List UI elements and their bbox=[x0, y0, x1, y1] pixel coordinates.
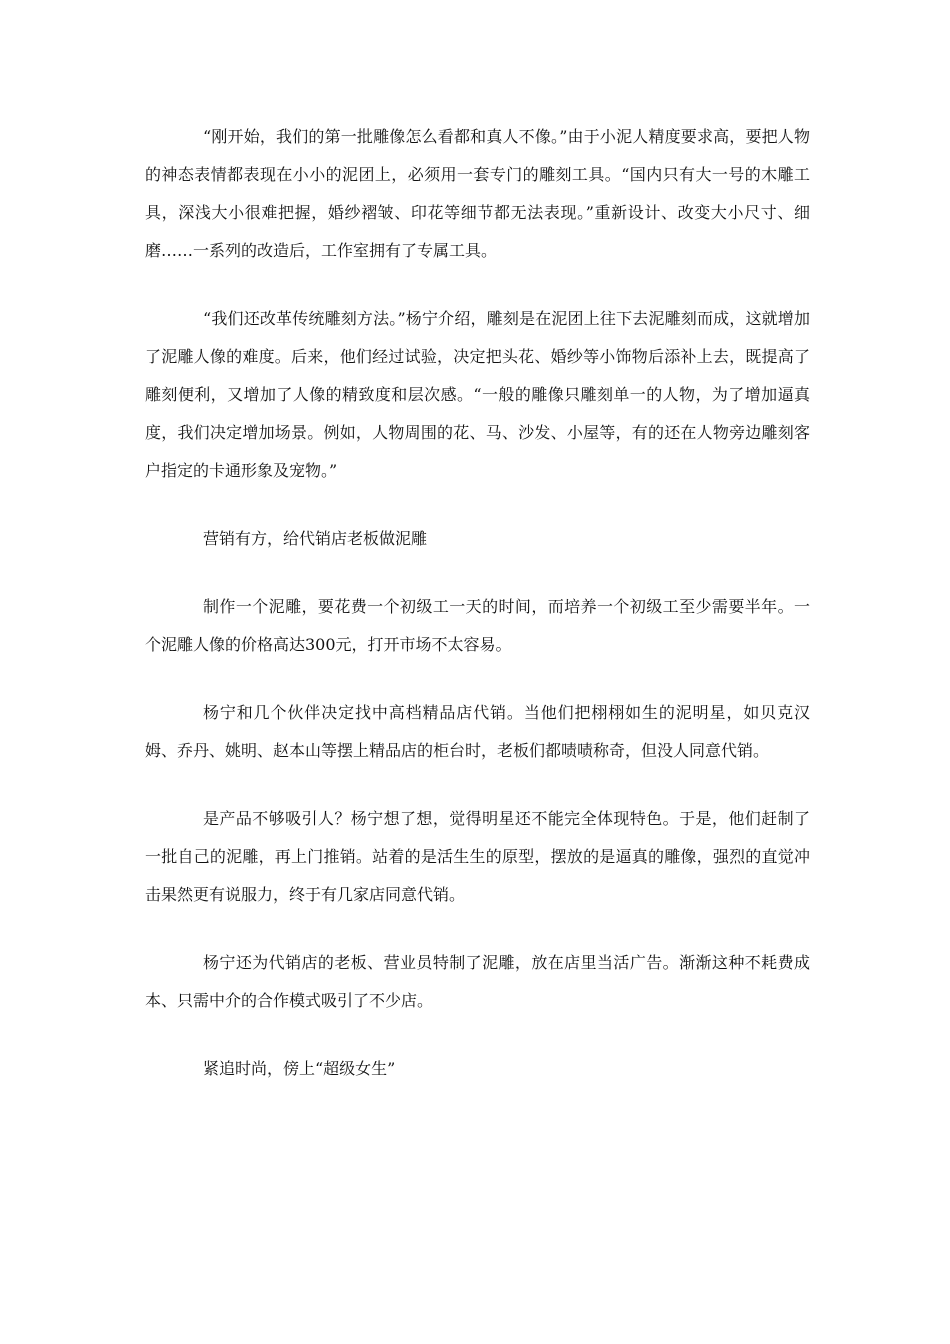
paragraph-cost: 制作一个泥雕，要花费一个初级工一天的时间，而培养一个初级工至少需要半年。一个泥雕人像的价格高达300元，打开市场不太容易。 bbox=[145, 597, 810, 654]
paragraph-advertising: 杨宁还为代销店的老板、营业员特制了泥雕，放在店里当活广告。渐渐这种不耗费成本、只需中介的合作模式吸引了不少店。 bbox=[145, 953, 810, 1010]
article-body bbox=[145, 118, 810, 1118]
paragraph-carving-method: “我们还改革传统雕刻方法。”杨宁介绍，雕刻是在泥团上往下去泥雕刻而成，这就增加了泥雕人像的难度。后来，他们经过试验，决定把头花、婚纱等小饰物后添补上去，既提高了雕刻便利，又增加了人像的精致度和层次感。“一般的雕像只雕刻单一的人物，为了增加逼真度，我们决定增加场景。例如，人物周围的花、马、沙发、小屋等，有的还在人物旁边雕刻客户指定的卡通形象及宠物。” bbox=[145, 309, 810, 480]
section-heading-marketing: 营销有方，给代销店老板做泥雕 bbox=[203, 529, 428, 548]
paragraph-consignment: 杨宁和几个伙伴决定找中高档精品店代销。当他们把栩栩如生的泥明星，如贝克汉姆、乔丹、姚明、赵本山等摆上精品店的柜台时，老板们都啧啧称奇，但没人同意代销。 bbox=[145, 703, 810, 760]
section-heading-fashion: 紧追时尚，傍上“超级女生” bbox=[203, 1059, 396, 1078]
paragraph-product-appeal: 是产品不够吸引人？杨宁想了想，觉得明星还不能完全体现特色。于是，他们赶制了一批自己的泥雕，再上门推销。站着的是活生生的原型，摆放的是逼真的雕像，强烈的直觉冲击果然更有说服力，终于有几家店同意代销。 bbox=[145, 809, 810, 904]
paragraph-tools: “刚开始，我们的第一批雕像怎么看都和真人不像。”由于小泥人精度要求高，要把人物的神态表情都表现在小小的泥团上，必须用一套专门的雕刻工具。“国内只有大一号的木雕工具，深浅大小很难把握，婚纱褶皱、印花等细节都无法表现。”重新设计、改变大小尺寸、细磨……一系列的改造后，工作室拥有了专属工具。 bbox=[145, 127, 810, 260]
